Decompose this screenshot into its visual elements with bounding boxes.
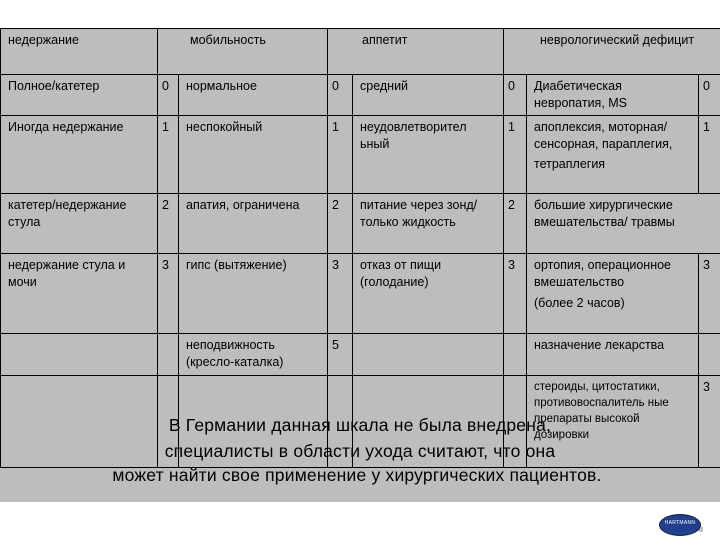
score-neuro	[699, 334, 720, 376]
score-neuro: 0	[699, 75, 720, 116]
table-row	[1, 116, 720, 194]
table-row	[1, 334, 720, 376]
cell-neuro-text-extra: (более 2 часов)	[534, 296, 625, 310]
cell-appetite	[353, 334, 504, 376]
cell-incontinence: Иногда недержание	[1, 116, 158, 194]
registered-mark-icon: ®	[698, 527, 704, 534]
score-mobility: 3	[328, 254, 353, 334]
cell-incontinence	[1, 334, 158, 376]
note-line-1: В Германии данная шкала не была внедрена,	[168, 415, 552, 435]
cell-neuro: стероиды, цитостатики, противовоспалитель ные препараты высокой дозировки	[527, 376, 699, 468]
score-mobility	[328, 376, 353, 468]
cell-mobility: нормальное	[179, 75, 328, 116]
header-mobility: мобильность	[158, 29, 328, 75]
cell-appetite: средний	[353, 75, 504, 116]
cell-incontinence: катетер/недержание стула	[1, 194, 158, 254]
header-appetite: аппетит	[328, 29, 504, 75]
cell-neuro-text: ортопия, операционное вмешательство	[534, 258, 672, 289]
cell-neuro-text-extra: тетраплегия	[534, 157, 606, 171]
table-row	[1, 194, 720, 254]
score-incontinence: 2	[158, 194, 179, 254]
header-neuro: неврологический дефицит	[504, 29, 720, 75]
scale-table	[0, 28, 720, 468]
note-line-2: специалисты в области ухода считают, что она	[164, 441, 556, 461]
cell-mobility	[179, 376, 328, 468]
header-incontinence: недержание	[1, 29, 158, 75]
cell-mobility: неподвижность (кресло-каталка)	[179, 334, 328, 376]
score-appetite	[504, 376, 527, 468]
score-neuro: 3	[699, 376, 720, 468]
cell-incontinence: Полное/катетер	[1, 75, 158, 116]
cell-neuro: назначение лекарства	[527, 334, 699, 376]
score-appetite	[504, 334, 527, 376]
score-incontinence: 0	[158, 75, 179, 116]
score-appetite: 3	[504, 254, 527, 334]
cell-neuro-text: апоплексия, моторная/сенсорная, параплегия,	[534, 120, 673, 151]
score-appetite: 1	[504, 116, 527, 194]
header-row	[1, 29, 720, 75]
cell-mobility: апатия, ограничена	[179, 194, 328, 254]
score-mobility: 1	[328, 116, 353, 194]
score-incontinence	[158, 376, 179, 468]
score-neuro: 3	[699, 254, 720, 334]
cell-neuro	[527, 254, 699, 334]
table-row	[1, 376, 720, 468]
table-row	[1, 254, 720, 334]
score-incontinence: 3	[158, 254, 179, 334]
score-incontinence: 1	[158, 116, 179, 194]
cell-neuro: Диабетическая невропатия, MS	[527, 75, 699, 116]
score-neuro: 1	[699, 116, 720, 194]
table-row	[1, 75, 720, 116]
score-incontinence	[158, 334, 179, 376]
note-line-3: может найти свое применение у хирургических пациентов.	[112, 465, 602, 485]
cell-neuro: большие хирургические вмешательства/ травмы	[527, 194, 720, 254]
cell-mobility: гипс (вытяжение)	[179, 254, 328, 334]
cell-appetite: питание через зонд/только жидкость	[353, 194, 504, 254]
cell-incontinence: недержание стула и мочи	[1, 254, 158, 334]
cell-appetite: отказ от пищи (голодание)	[353, 254, 504, 334]
cell-mobility: неспокойный	[179, 116, 328, 194]
cell-incontinence	[1, 376, 158, 468]
score-appetite: 0	[504, 75, 527, 116]
score-mobility: 2	[328, 194, 353, 254]
hartmann-logo	[659, 514, 704, 536]
cell-neuro	[527, 116, 699, 194]
score-appetite: 2	[504, 194, 527, 254]
cell-appetite	[353, 376, 504, 468]
logo-text: HARTMANN	[664, 520, 696, 526]
score-mobility: 0	[328, 75, 353, 116]
cell-appetite: неудовлетворител ьный	[353, 116, 504, 194]
score-mobility: 5	[328, 334, 353, 376]
